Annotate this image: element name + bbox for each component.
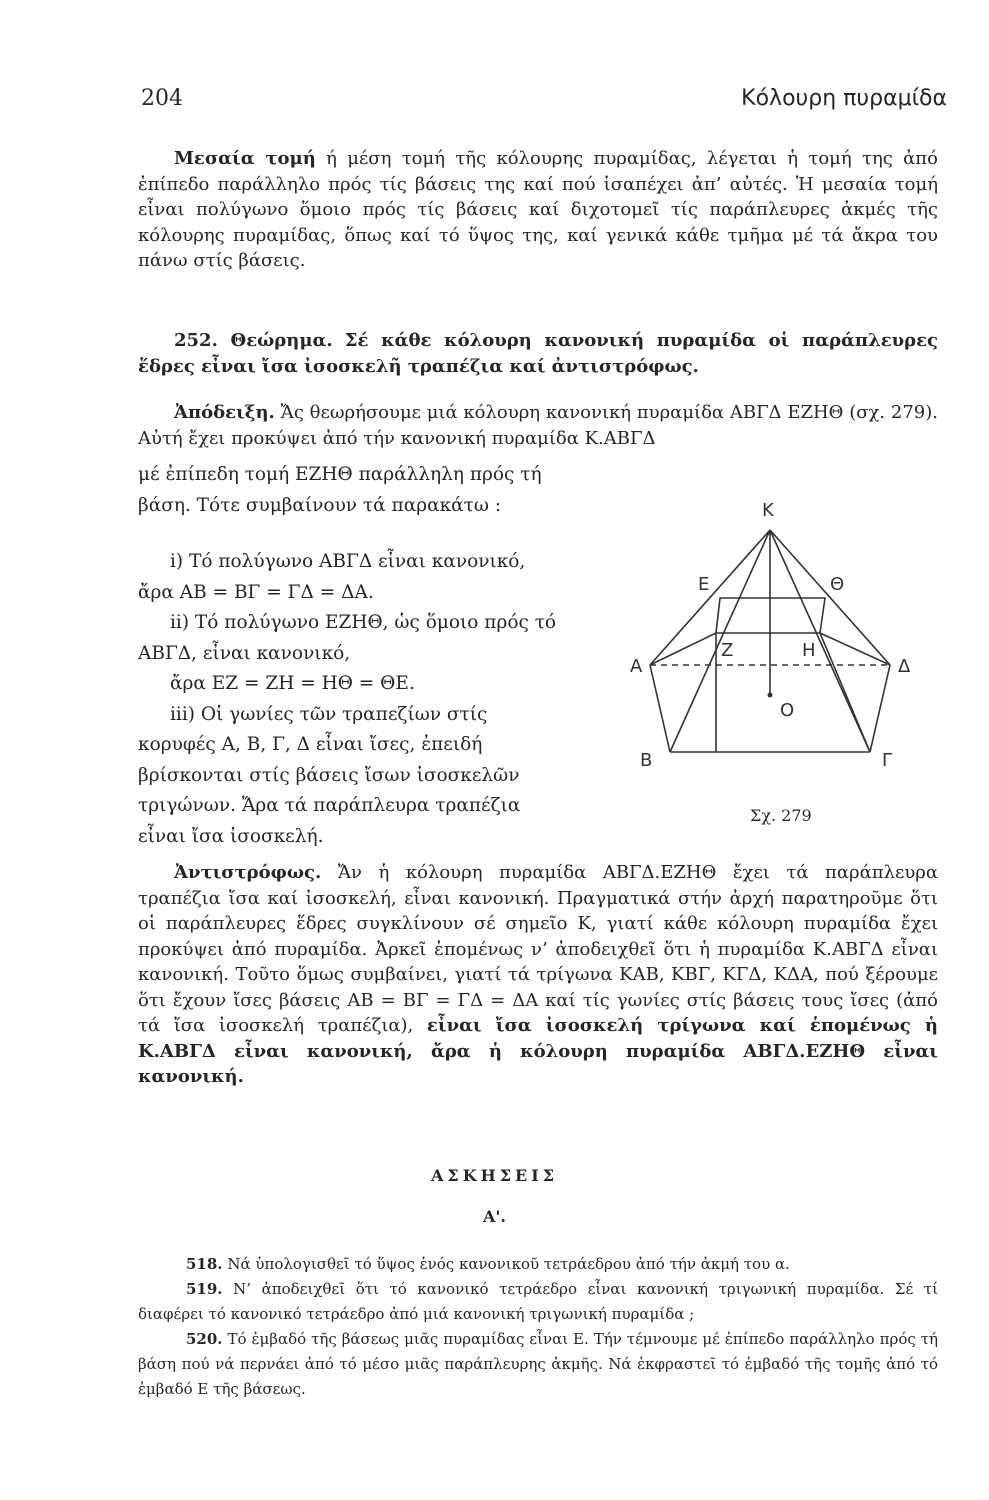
proof-text-2: μέ ἐπίπεδη τομή ΕΖΗΘ παράλληλη πρός τή βάση. Τότε συμβαίνουν τά παρακάτω : bbox=[138, 464, 542, 516]
label-Z: Z bbox=[721, 640, 734, 661]
converse-text: Ἄν ἡ κόλουρη πυραμίδα ΑΒΓΔ.ΕΖΗΘ ἔχει τά παράπλευρα τραπέζια ἴσα καί ἰσοσκελή, εἶναι κανονική. Πραγματικά στήν ἀρχή παρατηροῦμε ὅτι οἱ παράπλευρες ἕδρες συγκλίνουν σέ σημεῖο Κ, γιατί κάθε κόλουρη πυραμίδα ἔχει προκύψει ἀπό πυραμίδα. Ἀρκεῖ ἑπομένως ν’ ἀποδειχθεῖ ὅτι ἡ πυραμίδα Κ.ΑΒΓΔ εἶναι κανονική. Τοῦτο ὅμως συμβαίνει, γιατί τά τρίγωνα ΚΑΒ, ΚΒΓ, ΚΓΔ, ΚΔΑ, πού ξέρουμε ὅτι ἔχουν ἴσες βάσεις ΑΒ = ΒΓ = ΓΔ = ΔΑ καί τίς γωνίες στίς βάσεις τους ἴσες (ἀπό τά ἴσα ἰσοσκελή τραπέζια), bbox=[138, 862, 938, 1036]
running-title: Κόλουρη πυραμίδα bbox=[741, 86, 947, 111]
exercise-518-number: 518. bbox=[186, 1255, 223, 1273]
exercise-519-number: 519. bbox=[186, 1280, 223, 1298]
label-O: O bbox=[780, 700, 795, 721]
exercise-519 bbox=[138, 1277, 938, 1327]
converse-paragraph bbox=[138, 860, 938, 1090]
proof-paragraph bbox=[138, 400, 938, 451]
theorem-text: Σέ κάθε κόλουρη κανονική πυραμίδα οἱ παράπλευρες ἕδρες εἶναι ἴσα ἰσοσκελῆ τραπέζια καί ἀντιστρόφως. bbox=[138, 330, 938, 377]
exercise-520 bbox=[138, 1327, 938, 1402]
page-number: 204 bbox=[141, 86, 183, 111]
proof-item-1: i) Τό πολύγωνο ΑΒΓΔ εἶναι κανονικό, ἄρα ΑΒ = ΒΓ = ΓΔ = ΔΑ. bbox=[138, 551, 526, 603]
edge-AB bbox=[650, 665, 670, 752]
proof-item-3: iii) Οἱ γωνίες τῶν τραπεζίων στίς κορυφές Α, Β, Γ, Δ εἶναι ἴσες, ἐπειδή βρίσκονται στίς βάσεις ἴσων ἰσοσκελῶν τριγώνων. Ἄρα τά παράπλευρα τραπέζια εἶναι ἴσα ἰσοσκελή. bbox=[138, 703, 521, 847]
exercises-subtitle: Α'. bbox=[483, 1207, 506, 1226]
frustum-figure bbox=[620, 490, 920, 790]
midsection-text: ή μέση τομή τῆς κόλουρης πυραμίδας, λέγεται ἡ τομή της ἀπό ἐπίπεδο παράλληλο πρός τίς βάσεις της καί πού ἰσαπέχει ἀπ’ αὐτές. Ἡ μεσαία τομή εἶναι πολύγωνο ὅμοιο πρός τίς βάσεις καί διχοτομεῖ τίς παράπλευρες ἀκμές τῆς κόλουρης πυραμίδας, ὅπως καί τό ὕψος της, καί γενικά κάθε τμῆμα μέ τά ἄκρα του πάνω στίς βάσεις. bbox=[138, 148, 938, 271]
label-H: H bbox=[802, 640, 816, 661]
figure-caption: Σχ. 279 bbox=[750, 806, 812, 825]
label-K: K bbox=[762, 500, 774, 521]
edge-DG bbox=[870, 665, 890, 752]
edge-KB bbox=[670, 530, 770, 752]
exercise-519-text: Ν’ ἀποδειχθεῖ ὅτι τό κανονικό τετράεδρο εἶναι κανονική τριγωνική πυραμίδα. Σέ τί διαφέρει τό κανονικό τετράεδρο ἀπό μιά κανονική τριγωνική πυραμίδα ; bbox=[138, 1280, 938, 1323]
converse-bold: εἶναι ἴσα ἰσοσκελή τρίγωνα καί ἑπομένως ἡ Κ.ΑΒΓΔ εἶναι κανονική, ἄρα ἡ κόλουρη πυραμίδα ΑΒΓΔ.ΕΖΗΘ εἶναι κανονική. bbox=[138, 1015, 938, 1087]
theorem-label: 252. Θεώρημα. bbox=[174, 330, 333, 351]
point-O bbox=[768, 693, 773, 698]
label-A: A bbox=[630, 656, 643, 677]
label-E: E bbox=[698, 574, 710, 595]
exercise-518 bbox=[138, 1252, 938, 1277]
exercises-title: ΑΣΚΗΣΕΙΣ bbox=[430, 1166, 559, 1185]
exercise-520-number: 520. bbox=[186, 1330, 223, 1348]
midsection-paragraph bbox=[138, 146, 938, 274]
proof-label: Ἀπόδειξη. bbox=[174, 402, 275, 423]
proof-item-2b: ἄρα ΕΖ = ΖΗ = ΗΘ = ΘΕ. bbox=[170, 673, 415, 694]
converse-label: Ἀντιστρόφως. bbox=[174, 862, 322, 883]
label-Delta: Δ bbox=[898, 656, 911, 677]
midsection-term: Μεσαία τομή bbox=[174, 148, 316, 169]
exercise-520-text: Τό ἐμβαδό τῆς βάσεως μιᾶς πυραμίδας εἶναι Ε. Τήν τέμνουμε μέ ἐπίπεδο παράλληλο πρός τή βάση πού νά περνάει ἀπό τό μέσο μιᾶς παράπλευρης ἀκμῆς. Νά ἐκφραστεῖ τό ἐμβαδό τῆς τομῆς ἀπό τό ἐμβαδό Ε τῆς βάσεως. bbox=[138, 1330, 938, 1398]
exercises-list bbox=[138, 1252, 938, 1402]
proof-item-2a: ii) Τό πολύγωνο ΕΖΗΘ, ὡς ὅμοιο πρός τό ΑΒΓΔ, εἶναι κανονικό, bbox=[138, 612, 557, 664]
theorem-paragraph bbox=[138, 328, 938, 379]
label-Theta: Θ bbox=[830, 574, 845, 595]
edge-AZ bbox=[650, 633, 716, 665]
edge-DH bbox=[820, 633, 890, 665]
edge-HG bbox=[820, 633, 870, 752]
label-Gamma: Γ bbox=[882, 750, 893, 771]
exercise-518-text: Νά ὑπολογισθεῖ τό ὕψος ἑνός κανονικοῦ τετράεδρου ἀπό τήν ἀκμή του α. bbox=[227, 1255, 790, 1273]
proof-continuation bbox=[138, 460, 558, 521]
proof-text: Ἄς θεωρήσουμε μιά κόλουρη κανονική πυραμίδα ΑΒΓΔ ΕΖΗΘ (σχ. 279). Αὐτή ἔχει προκύψει ἀπό τήν κανονική πυραμίδα Κ.ΑΒΓΔ bbox=[138, 402, 938, 449]
proof-items bbox=[138, 547, 558, 852]
label-B: B bbox=[640, 750, 653, 771]
